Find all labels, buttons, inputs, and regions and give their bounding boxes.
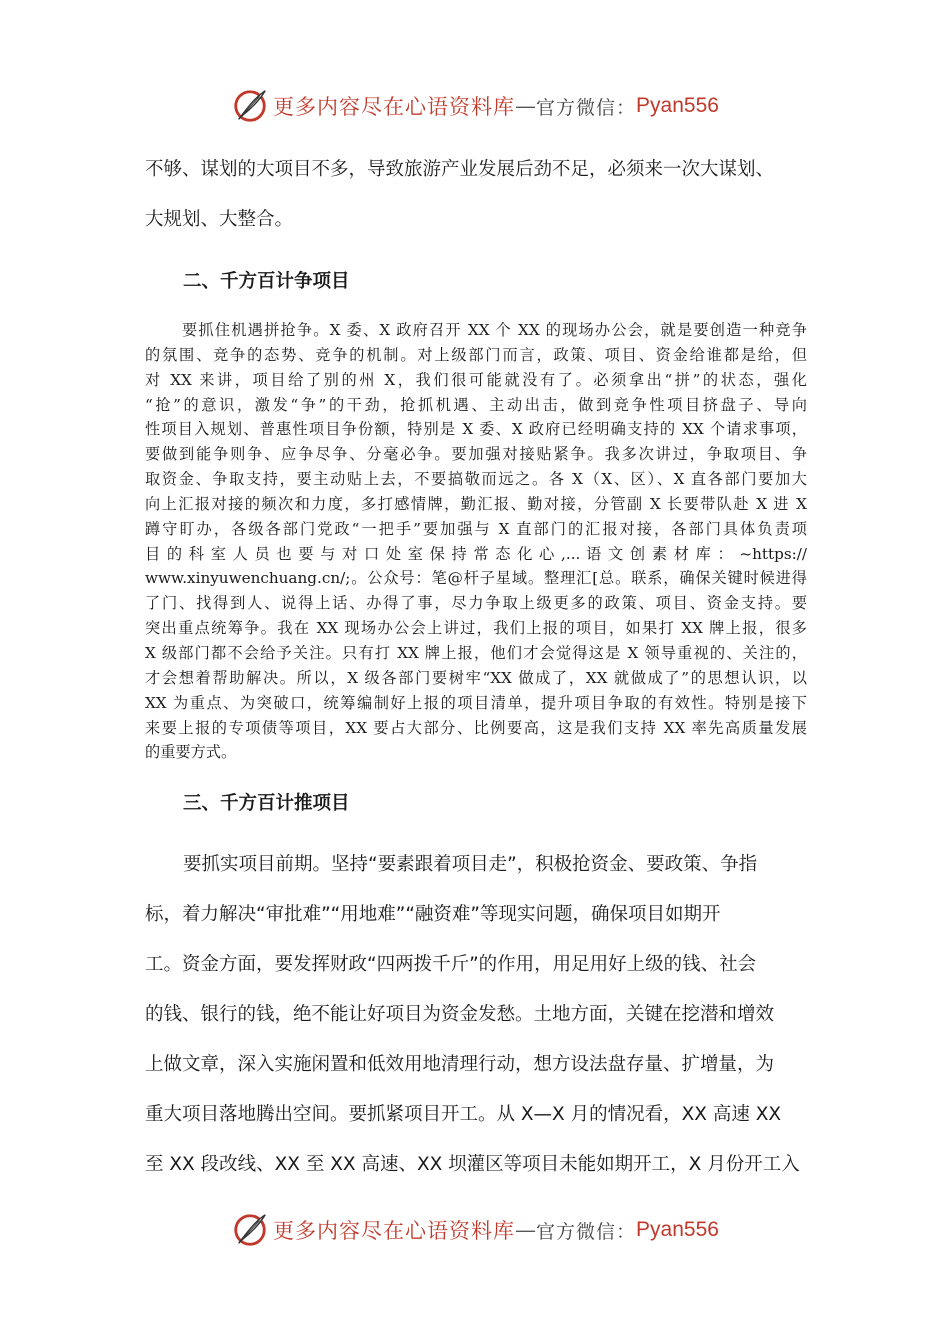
banner-separator: — (515, 1218, 537, 1242)
s2-line-1: 要抓住机遇拼抢争。X 委、X 政府召开 XX 个 XX 的现场办公会，就是要创造一种竞争 (182, 321, 807, 339)
banner-official-label: 官方微信： (536, 1220, 637, 1243)
banner-slogan: 更多内容尽在心语资料库 (273, 95, 516, 119)
intro-line-2: 大规划、大整合。 (145, 209, 294, 230)
banner-official-label: 官方微信： (536, 96, 637, 119)
s2-line-13: 突出重点统筹争。我在 XX 现场办公会上讲过，我们上报的项目，如果打 XX 牌上报，很多 (145, 619, 807, 638)
s2-line-10: 目 的 科 室 人 员 也 要 与 对 口 处 室 保 持 常 态 化 心 ,... 语 文 创 素 材 库 ： ~https:// (145, 544, 807, 563)
s3-line-7: 至 XX 段改线、XX 至 XX 高速、XX 坝灌区等项目未能如期开工，X 月份开工入 (145, 1154, 800, 1175)
s3-line-4: 的钱、银行的钱，绝不能让好项目为资金发愁。土地方面，关键在挖潜和增效 (145, 1004, 775, 1025)
s3-line-6: 重大项目落地腾出空间。要抓紧项目开工。从 X—X 月的情况看，XX 高速 XX (145, 1104, 782, 1125)
s2-line-14: X 级部门都不会给予关注。只有打 XX 牌上报，他们才会觉得这是 X 领导重视的、关注的， (145, 643, 807, 662)
banner-wechat-id: Pyan556 (636, 94, 719, 117)
s2-line-5: 性项目入规划、普惠性项目争份额，特别是 X 委、X 政府已经明确支持的 XX 个请求事项， (145, 420, 807, 439)
banner-separator: — (515, 94, 537, 118)
s2-line-15: 才会想着帮助解决。所以，X 级各部门要树牢“XX 做成了，XX 就做成了”的思想认识，以 (145, 668, 807, 687)
section-2-heading: 二、千方百计争项目 (183, 271, 350, 292)
section-2-body (145, 318, 807, 765)
s2-line-9: 蹲守盯办，各级各部门党政“一把手”要加强与 X 直部门的汇报对接，各部门具体负责项 (145, 519, 807, 538)
banner-wechat-id: Pyan556 (636, 1218, 719, 1241)
s2-line-4: “抢”的意识，激发“争”的干劲，抢抓机遇、主动出击，做到竞争性项目挤盘子、导向 (145, 395, 807, 414)
s2-line-11: www.xinyuwenchuang.cn/;。公众号：笔@杆子星域。整理汇[总。联系，确保关键时候进得 (145, 569, 807, 588)
s2-line-6: 要做到能争则争、应争尽争、分毫必争。要加强对接贴紧争。我多次讲过，争取项目、争 (145, 445, 807, 464)
s2-line-2: 的氛围、竞争的态势、竞争的机制。对上级部门而言，政策、项目、资金给谁都是给，但 (145, 345, 807, 364)
s2-line-8: 向上汇报对接的频次和力度，多打感情牌，勤汇报、勤对接，分管副 X 长要带队赴 X 进 X (145, 494, 807, 513)
s3-line-1: 要抓实项目前期。坚持“要素跟着项目走”，积极抢资金、要政策、争指 (183, 854, 758, 875)
section-3-heading: 三、千方百计推项目 (183, 793, 350, 814)
s2-line-7: 取资金、争取支持，要主动贴上去，不要搞敬而远之。各 X（X、区）、X 直各部门要加大 (145, 470, 807, 489)
s2-line-12: 了门、找得到人、说得上话、办得了事，尽力争取上级更多的政策、项目、资金支持。要 (145, 594, 807, 613)
footer-banner (0, 1208, 950, 1252)
quill-logo-icon (231, 1211, 269, 1249)
s3-line-3: 工。资金方面，要发挥财政“四两拨千斤”的作用，用足用好上级的钱、社会 (145, 954, 757, 975)
s2-line-16: XX 为重点、为突破口，统筹编制好上报的项目清单，提升项目争取的有效性。特别是接下 (145, 693, 807, 712)
s3-line-2: 标，着力解决“审批难”“用地难”“融资难”等现实问题，确保项目如期开 (145, 904, 721, 925)
banner-slogan: 更多内容尽在心语资料库 (273, 1219, 516, 1243)
s2-line-18: 的重要方式。 (145, 743, 237, 762)
intro-line-1: 不够、谋划的大项目不多，导致旅游产业发展后劲不足，必须来一次大谋划、 (145, 159, 775, 180)
quill-logo-icon (231, 87, 269, 125)
header-banner (0, 84, 950, 128)
s2-line-17: 来要上报的专项债等项目，XX 要占大部分、比例要高，这是我们支持 XX 率先高质量发展 (145, 718, 807, 737)
s2-line-3: 对 XX 来讲，项目给了别的州 X，我们很可能就没有了。必须拿出“拼”的状态，强化 (145, 370, 807, 389)
s3-line-5: 上做文章，深入实施闲置和低效用地清理行动，想方设法盘存量、扩增量，为 (145, 1054, 775, 1075)
